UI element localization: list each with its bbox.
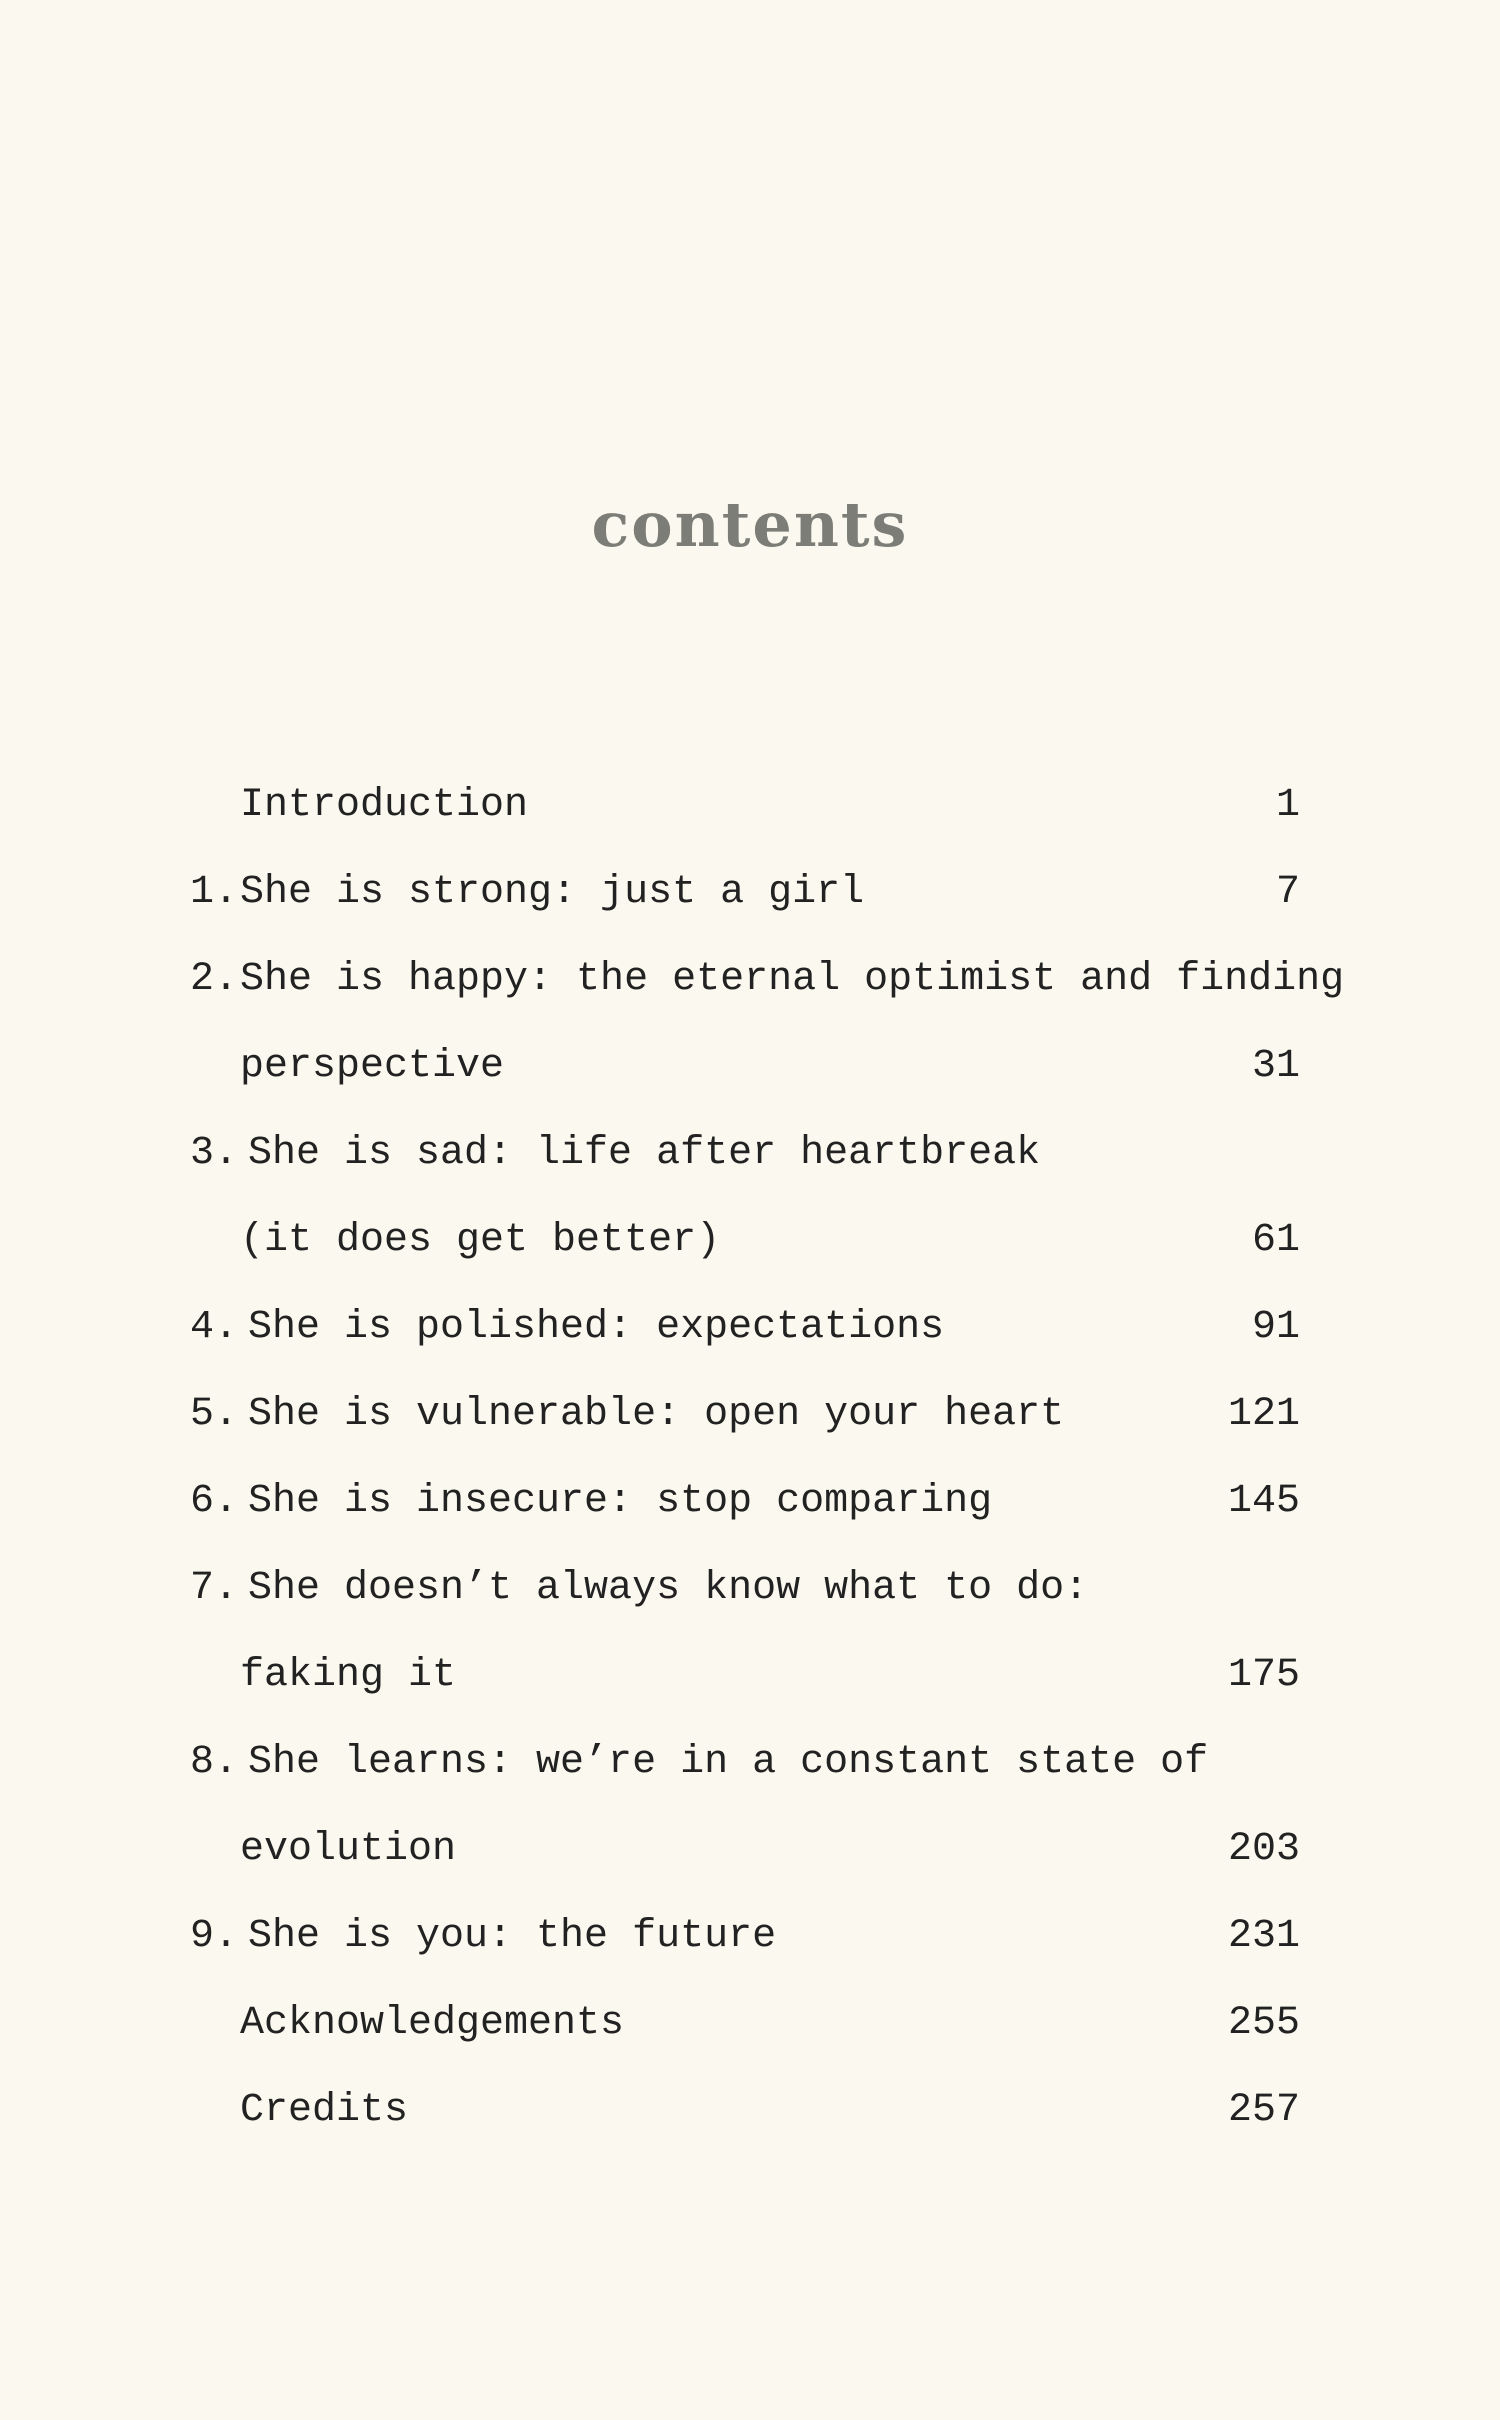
toc-entry-title: Introduction bbox=[240, 783, 529, 828]
toc-entry-number: 1. bbox=[190, 870, 239, 915]
toc-page-number: 255 bbox=[1227, 2001, 1300, 2046]
toc-entry-title-continued: (it does get better) bbox=[240, 1218, 721, 1263]
toc-entry-title: She is polished: expectations bbox=[248, 1305, 945, 1350]
toc-entry-title: She is sad: life after heartbreak bbox=[248, 1131, 1041, 1176]
toc-entry-number: 4. bbox=[190, 1305, 239, 1350]
toc-entry-title-continued: perspective bbox=[240, 1044, 505, 1089]
toc-entry-number: 7. bbox=[190, 1566, 239, 1611]
toc-entry-title: She doesn’t always know what to do: bbox=[248, 1566, 1089, 1611]
toc-entry-title: She is happy: the eternal optimist and finding bbox=[240, 957, 1345, 1002]
toc-entry-title: Credits bbox=[240, 2088, 409, 2133]
toc-entry-title: She is vulnerable: open your heart bbox=[248, 1392, 1065, 1437]
toc-page-number: 7 bbox=[1275, 870, 1300, 915]
toc-page-number: 203 bbox=[1227, 1827, 1300, 1872]
toc-entry-number: 2. bbox=[190, 957, 239, 1002]
toc-entry-number: 6. bbox=[190, 1479, 239, 1524]
toc-entry-title: She is strong: just a girl bbox=[240, 870, 865, 915]
toc-page-number: 61 bbox=[1251, 1218, 1300, 1263]
toc-page-number: 1 bbox=[1275, 783, 1300, 828]
toc-page-number: 145 bbox=[1227, 1479, 1300, 1524]
toc-entry-number: 5. bbox=[190, 1392, 239, 1437]
toc-entry-title: She is you: the future bbox=[248, 1914, 777, 1959]
toc-entry-number: 3. bbox=[190, 1131, 239, 1176]
toc-page-number: 175 bbox=[1227, 1653, 1300, 1698]
toc-entry-title: Acknowledgements bbox=[240, 2001, 625, 2046]
toc-entry-title-continued: faking it bbox=[240, 1653, 457, 1698]
toc-page-number: 91 bbox=[1251, 1305, 1300, 1350]
toc-entry-number: 9. bbox=[190, 1914, 239, 1959]
toc-entry-title: She is insecure: stop comparing bbox=[248, 1479, 993, 1524]
page-title: contents bbox=[591, 488, 909, 561]
toc-page-number: 231 bbox=[1227, 1914, 1300, 1959]
toc-page-number: 31 bbox=[1251, 1044, 1300, 1089]
toc-page-number: 121 bbox=[1227, 1392, 1300, 1437]
toc-entry-title: She learns: we’re in a constant state of bbox=[248, 1740, 1209, 1785]
toc-entry-title-continued: evolution bbox=[240, 1827, 457, 1872]
toc-entry-number: 8. bbox=[190, 1740, 239, 1785]
toc-page-number: 257 bbox=[1227, 2088, 1300, 2133]
